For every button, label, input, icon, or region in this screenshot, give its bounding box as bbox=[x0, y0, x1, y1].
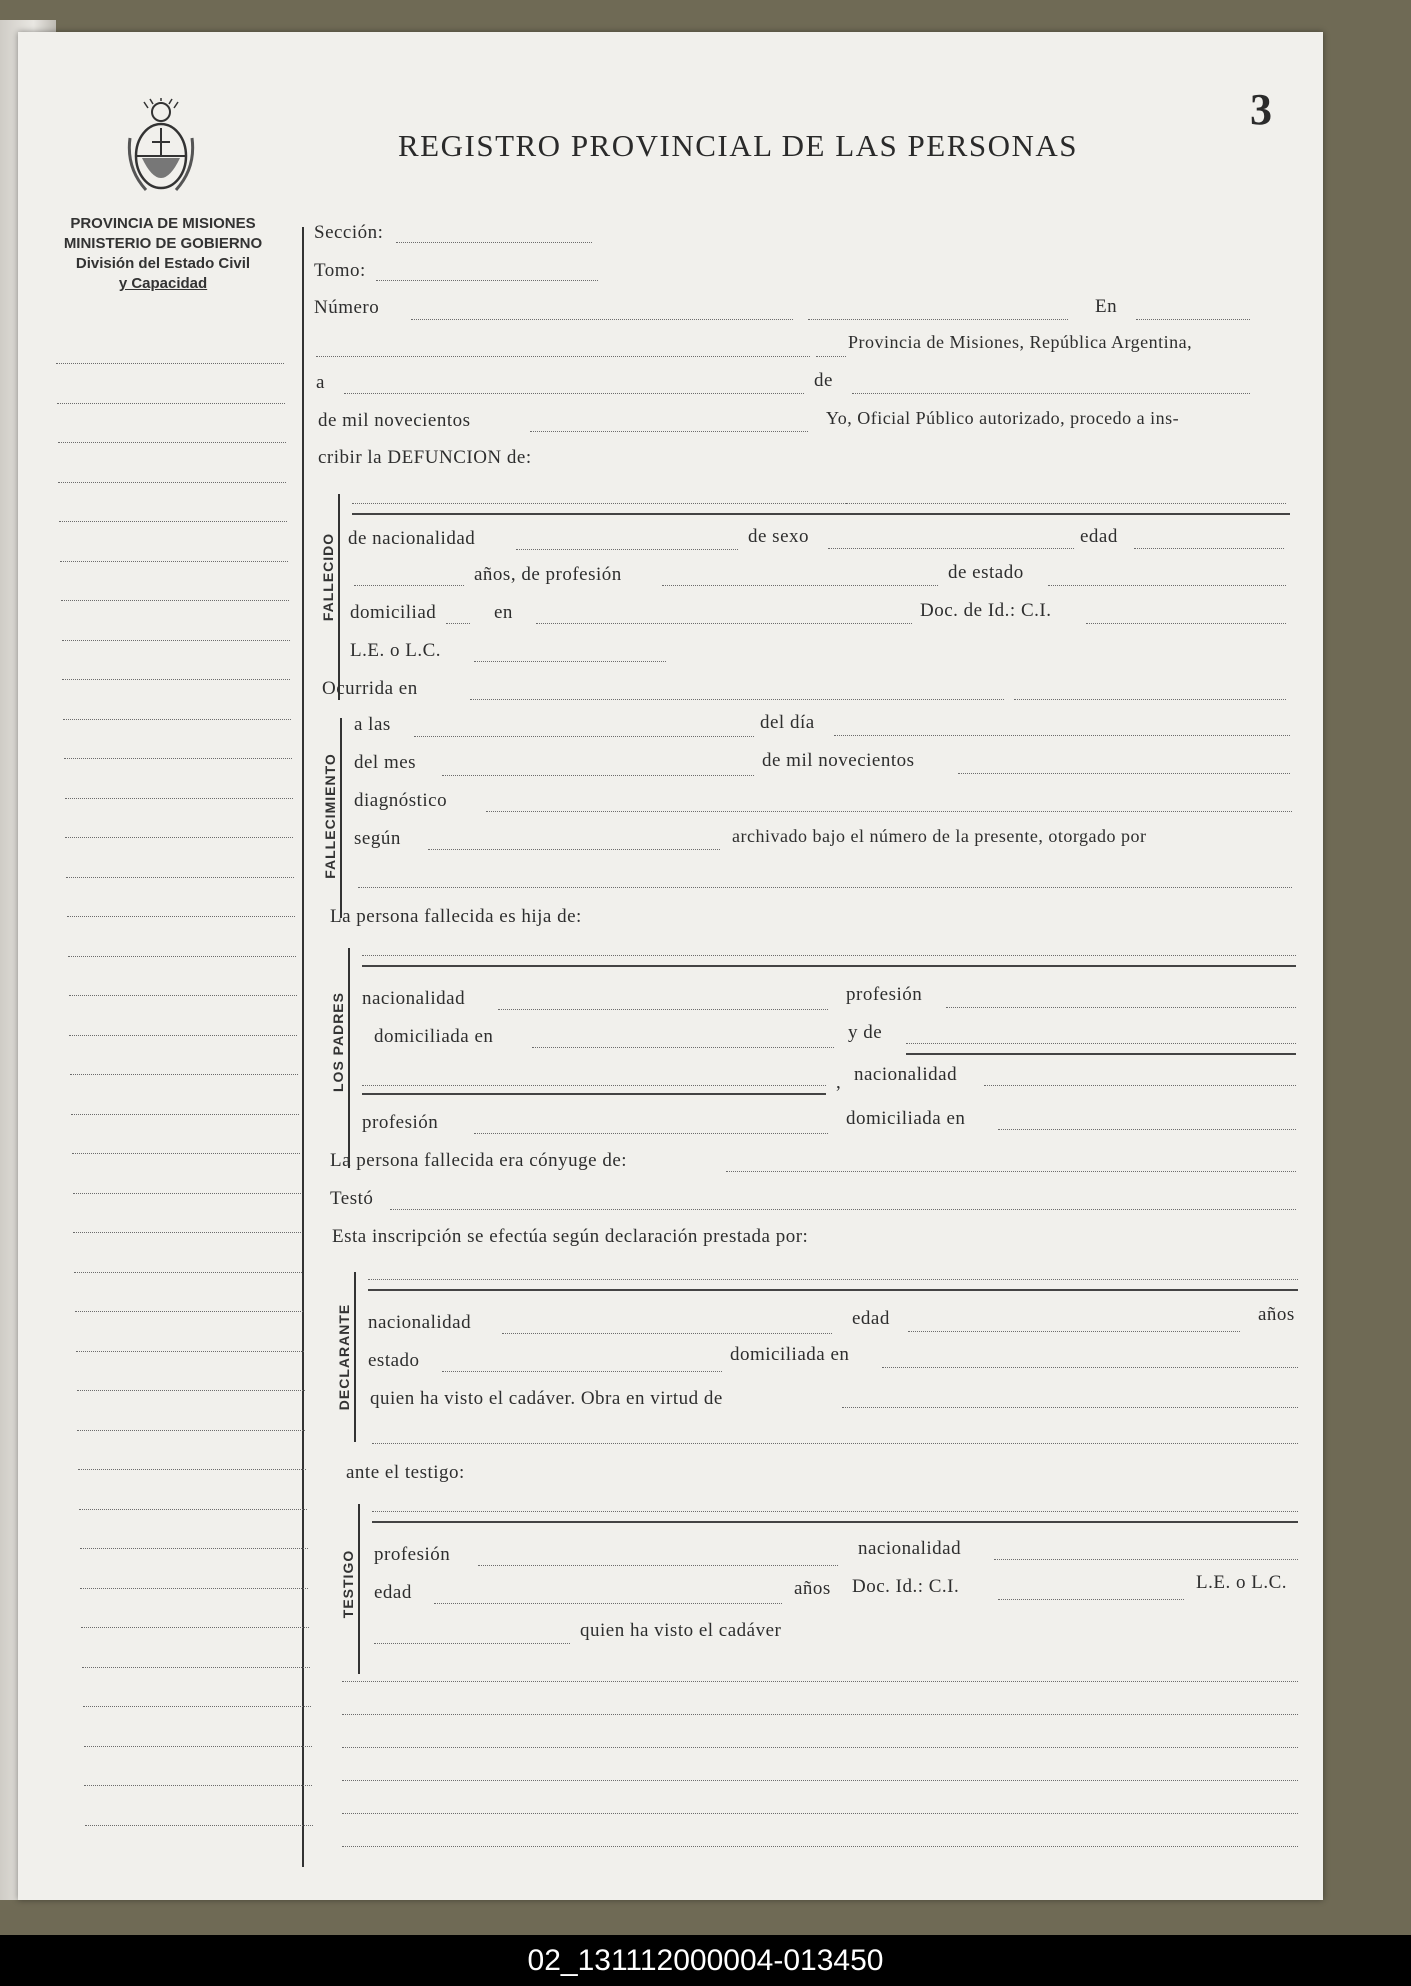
testigo-cadaver-text: quien ha visto el cadáver bbox=[580, 1620, 782, 1641]
dia-field[interactable] bbox=[834, 734, 1290, 736]
institution-line-2: MINISTERIO DE GOBIERNO bbox=[63, 235, 263, 252]
deceased-name-field[interactable] bbox=[352, 502, 898, 504]
margin-note-line[interactable] bbox=[62, 678, 290, 680]
margin-note-line[interactable] bbox=[57, 402, 285, 404]
madre-name-rule bbox=[906, 1052, 1296, 1055]
padre-nacionalidad-field[interactable] bbox=[498, 1008, 828, 1010]
de-label: de bbox=[814, 370, 833, 391]
madre-profesion-field[interactable] bbox=[474, 1132, 828, 1134]
declarante-edad-field[interactable] bbox=[908, 1330, 1240, 1332]
obra-virtud-field[interactable] bbox=[842, 1406, 1298, 1408]
testigo-extra-field[interactable] bbox=[374, 1642, 570, 1644]
register-page bbox=[18, 32, 1323, 1900]
coat-of-arms-icon bbox=[126, 98, 196, 198]
margin-note-line[interactable] bbox=[77, 1389, 305, 1391]
margin-note-line[interactable] bbox=[84, 1784, 312, 1786]
testigo-bracket bbox=[358, 1504, 361, 1674]
sexo-label: de sexo bbox=[748, 526, 810, 547]
mes-field[interactable] bbox=[442, 774, 754, 776]
conyuge-label: La persona fallecida era cónyuge de: bbox=[330, 1150, 628, 1171]
place-field-2[interactable] bbox=[816, 355, 846, 357]
ante-testigo-label: ante el testigo: bbox=[346, 1462, 465, 1483]
sexo-field[interactable] bbox=[828, 547, 1074, 549]
madre-profesion-label: profesión bbox=[362, 1112, 439, 1133]
margin-note-line[interactable] bbox=[69, 994, 297, 996]
institution-line-1: PROVINCIA DE MISIONES bbox=[70, 215, 256, 232]
anos-profesion-label: años, de profesión bbox=[474, 564, 622, 585]
profesion-field-1[interactable] bbox=[662, 584, 938, 586]
domiciliad-suffix-field[interactable] bbox=[446, 622, 470, 624]
margin-rule bbox=[302, 227, 305, 1867]
margin-note-line[interactable] bbox=[63, 718, 291, 720]
seccion-label: Sección: bbox=[314, 222, 384, 243]
de-field[interactable] bbox=[852, 392, 1250, 394]
ocurrida-label: Ocurrida en bbox=[322, 678, 418, 699]
domiciliad-en-label: en bbox=[494, 602, 513, 623]
page-number: 3 bbox=[1250, 85, 1272, 134]
padre-profesion-field[interactable] bbox=[946, 1006, 1296, 1008]
domiciliad-label: domiciliad bbox=[350, 602, 437, 623]
declaracion-text: Esta inscripción se efectúa según declaración prestada por: bbox=[332, 1226, 809, 1247]
del-dia-label: del día bbox=[760, 712, 815, 733]
quien-obra-text: quien ha visto el cadáver. Obra en virtud de bbox=[370, 1388, 723, 1409]
testo-label: Testó bbox=[330, 1188, 374, 1209]
declarante-edad-label: edad bbox=[852, 1308, 890, 1329]
testo-field[interactable] bbox=[390, 1208, 1296, 1210]
del-mes-label: del mes bbox=[354, 752, 417, 773]
fallecimiento-bracket bbox=[340, 718, 343, 918]
estado-field-1[interactable] bbox=[1048, 584, 1286, 586]
margin-note-line[interactable] bbox=[71, 1113, 299, 1115]
tomo-label: Tomo: bbox=[314, 260, 366, 281]
numero-field-2[interactable] bbox=[808, 318, 1068, 320]
ocurrida-field-2[interactable] bbox=[1014, 698, 1286, 700]
testigo-le-lc-label: L.E. o L.C. bbox=[1196, 1572, 1287, 1593]
testigo-doc-label: Doc. Id.: C.I. bbox=[852, 1576, 960, 1597]
margin-note-line[interactable] bbox=[65, 797, 293, 799]
notes-line[interactable] bbox=[342, 1680, 1298, 1682]
notes-line[interactable] bbox=[342, 1746, 1298, 1748]
margin-note-line[interactable] bbox=[77, 1429, 305, 1431]
declarante-nacionalidad-label: nacionalidad bbox=[368, 1312, 472, 1333]
declarante-estado-label: estado bbox=[368, 1350, 420, 1371]
a-las-label: a las bbox=[354, 714, 391, 735]
edad-label-1: edad bbox=[1080, 526, 1118, 547]
de-mil-novecientos-label: de mil novecientos bbox=[318, 410, 471, 431]
place-field[interactable] bbox=[316, 355, 810, 357]
nacionalidad-field-1[interactable] bbox=[516, 548, 738, 550]
doc-id-field-1[interactable] bbox=[1086, 622, 1286, 624]
otorgado-field[interactable] bbox=[358, 886, 1292, 888]
margin-note-line[interactable] bbox=[82, 1666, 310, 1668]
doc-id-label-1: Doc. de Id.: C.I. bbox=[920, 600, 1052, 621]
year-field[interactable] bbox=[530, 430, 808, 432]
en-label: En bbox=[1095, 296, 1118, 317]
en-field[interactable] bbox=[1136, 318, 1250, 320]
anio-field-2[interactable] bbox=[958, 772, 1290, 774]
margin-note-line[interactable] bbox=[67, 915, 295, 917]
padre-domicilio-field[interactable] bbox=[532, 1046, 834, 1048]
image-id-footer: 02_131112000004-013450 bbox=[0, 1935, 1411, 1986]
testigo-profesion-label: profesión bbox=[374, 1544, 451, 1565]
margin-note-line[interactable] bbox=[81, 1626, 309, 1628]
le-lc-field-1[interactable] bbox=[474, 660, 666, 662]
margin-note-line[interactable] bbox=[73, 1192, 301, 1194]
institution-block bbox=[48, 214, 278, 294]
institution-line-4: y Capacidad bbox=[118, 275, 208, 292]
diagnostico-field[interactable] bbox=[486, 810, 1292, 812]
fallecido-section-label: FALLECIDO bbox=[320, 532, 336, 622]
notes-line[interactable] bbox=[342, 1845, 1298, 1847]
archivado-text: archivado bajo el número de la presente, otorgado por bbox=[732, 826, 1147, 846]
declarante-domicilio-field[interactable] bbox=[882, 1366, 1298, 1368]
seccion-field[interactable] bbox=[396, 241, 592, 243]
margin-note-line[interactable] bbox=[80, 1547, 308, 1549]
margin-note-line[interactable] bbox=[66, 876, 294, 878]
margin-note-line[interactable] bbox=[56, 362, 284, 364]
declarante-section-label: DECLARANTE bbox=[336, 1303, 352, 1411]
deceased-name-field-2[interactable] bbox=[846, 502, 1286, 504]
hora-field[interactable] bbox=[414, 735, 754, 737]
madre-name-field[interactable] bbox=[906, 1042, 1296, 1044]
margin-note-line[interactable] bbox=[60, 560, 288, 562]
padres-bracket bbox=[348, 948, 351, 1168]
margin-note-line[interactable] bbox=[58, 481, 286, 483]
de-mil-novecientos-label-2: de mil novecientos bbox=[762, 750, 915, 771]
madre-domiciliada-label: domiciliada en bbox=[846, 1108, 966, 1129]
page-title: REGISTRO PROVINCIAL DE LAS PERSONAS bbox=[398, 128, 1079, 163]
margin-note-line[interactable] bbox=[69, 1034, 297, 1036]
tomo-field[interactable] bbox=[376, 279, 598, 281]
madre-nacionalidad-field[interactable] bbox=[984, 1084, 1296, 1086]
testigo-name-field[interactable] bbox=[372, 1510, 1298, 1512]
testigo-edad-label: edad bbox=[374, 1582, 412, 1603]
fallecido-bracket bbox=[338, 494, 341, 700]
declarante-nacionalidad-field[interactable] bbox=[502, 1332, 832, 1334]
conyuge-field[interactable] bbox=[726, 1170, 1296, 1172]
madre-name-rule-2 bbox=[362, 1092, 826, 1095]
nacionalidad-label-1: de nacionalidad bbox=[348, 528, 476, 549]
declarante-domiciliada-label: domiciliada en bbox=[730, 1344, 850, 1365]
margin-note-line[interactable] bbox=[75, 1310, 303, 1312]
testigo-profesion-field[interactable] bbox=[478, 1564, 838, 1566]
margin-note-line[interactable] bbox=[58, 441, 286, 443]
testigo-name-rule bbox=[372, 1520, 1298, 1523]
declarante-bracket bbox=[354, 1272, 357, 1442]
margin-note-line[interactable] bbox=[80, 1587, 308, 1589]
margin-note-line[interactable] bbox=[78, 1468, 306, 1470]
le-lc-label-1: L.E. o L.C. bbox=[350, 640, 441, 661]
margin-note-line[interactable] bbox=[59, 520, 287, 522]
padre-profesion-label: profesión bbox=[846, 984, 923, 1005]
margin-note-line[interactable] bbox=[62, 639, 290, 641]
testigo-section-label: TESTIGO bbox=[340, 1549, 356, 1619]
y-de-label: y de bbox=[848, 1022, 883, 1043]
padre-nacionalidad-label: nacionalidad bbox=[362, 988, 466, 1009]
margin-note-line[interactable] bbox=[72, 1152, 300, 1154]
testigo-edad-field[interactable] bbox=[434, 1602, 782, 1604]
hija-de-label: La persona fallecida es hija de: bbox=[330, 906, 582, 927]
declarante-anos-label: años bbox=[1258, 1304, 1295, 1325]
fallecimiento-section-label: FALLECIMIENTO bbox=[322, 753, 338, 879]
testigo-anos-label: años bbox=[794, 1578, 831, 1599]
segun-field[interactable] bbox=[428, 848, 720, 850]
numero-label: Número bbox=[314, 297, 380, 318]
testigo-nacionalidad-field[interactable] bbox=[994, 1558, 1298, 1560]
padre-domiciliada-label: domiciliada en bbox=[374, 1026, 494, 1047]
institution-line-3: División del Estado Civil bbox=[75, 255, 251, 272]
madre-comma: , bbox=[836, 1072, 842, 1093]
madre-nacionalidad-label: nacionalidad bbox=[854, 1064, 958, 1085]
estado-label-1: de estado bbox=[948, 562, 1024, 583]
segun-label: según bbox=[354, 828, 401, 849]
margin-note-line[interactable] bbox=[79, 1508, 307, 1510]
testigo-doc-field[interactable] bbox=[998, 1598, 1184, 1600]
oficial-text: Yo, Oficial Público autorizado, procedo a ins- bbox=[826, 408, 1180, 428]
padre-name-field[interactable] bbox=[362, 954, 1296, 956]
notes-line[interactable] bbox=[342, 1779, 1298, 1781]
margin-note-line[interactable] bbox=[76, 1350, 304, 1352]
edad-field-1[interactable] bbox=[1134, 547, 1284, 549]
padre-name-rule bbox=[362, 964, 1296, 967]
margin-note-line[interactable] bbox=[74, 1271, 302, 1273]
margin-note-line[interactable] bbox=[65, 836, 293, 838]
margin-note-line[interactable] bbox=[61, 599, 289, 601]
deceased-name-rule bbox=[352, 512, 1290, 515]
madre-name-field-2[interactable] bbox=[362, 1084, 826, 1086]
declarante-name-rule bbox=[368, 1288, 1298, 1291]
margin-note-line[interactable] bbox=[70, 1073, 298, 1075]
provincia-text: Provincia de Misiones, República Argentina, bbox=[848, 332, 1193, 352]
a-field[interactable] bbox=[344, 392, 804, 394]
notes-line[interactable] bbox=[342, 1812, 1298, 1814]
declarante-extra-field[interactable] bbox=[372, 1442, 1298, 1444]
padres-section-label: LOS PADRES bbox=[330, 992, 346, 1092]
anos-field-1[interactable] bbox=[354, 584, 464, 586]
margin-note-line[interactable] bbox=[64, 757, 292, 759]
a-label: a bbox=[316, 372, 325, 393]
domicilio-field-1[interactable] bbox=[536, 622, 912, 624]
margin-note-line[interactable] bbox=[85, 1824, 313, 1826]
diagnostico-label: diagnóstico bbox=[354, 790, 448, 811]
inscribir-text: cribir la DEFUNCION de: bbox=[318, 447, 532, 468]
margin-note-line[interactable] bbox=[84, 1745, 312, 1747]
ocurrida-field[interactable] bbox=[470, 698, 1004, 700]
margin-note-line[interactable] bbox=[68, 955, 296, 957]
testigo-nacionalidad-label: nacionalidad bbox=[858, 1538, 962, 1559]
numero-field[interactable] bbox=[411, 318, 793, 320]
declarante-name-field[interactable] bbox=[368, 1278, 1298, 1280]
madre-domicilio-field[interactable] bbox=[998, 1128, 1296, 1130]
margin-note-line[interactable] bbox=[73, 1231, 301, 1233]
declarante-estado-field[interactable] bbox=[442, 1370, 722, 1372]
margin-note-line[interactable] bbox=[83, 1705, 311, 1707]
notes-line[interactable] bbox=[342, 1713, 1298, 1715]
